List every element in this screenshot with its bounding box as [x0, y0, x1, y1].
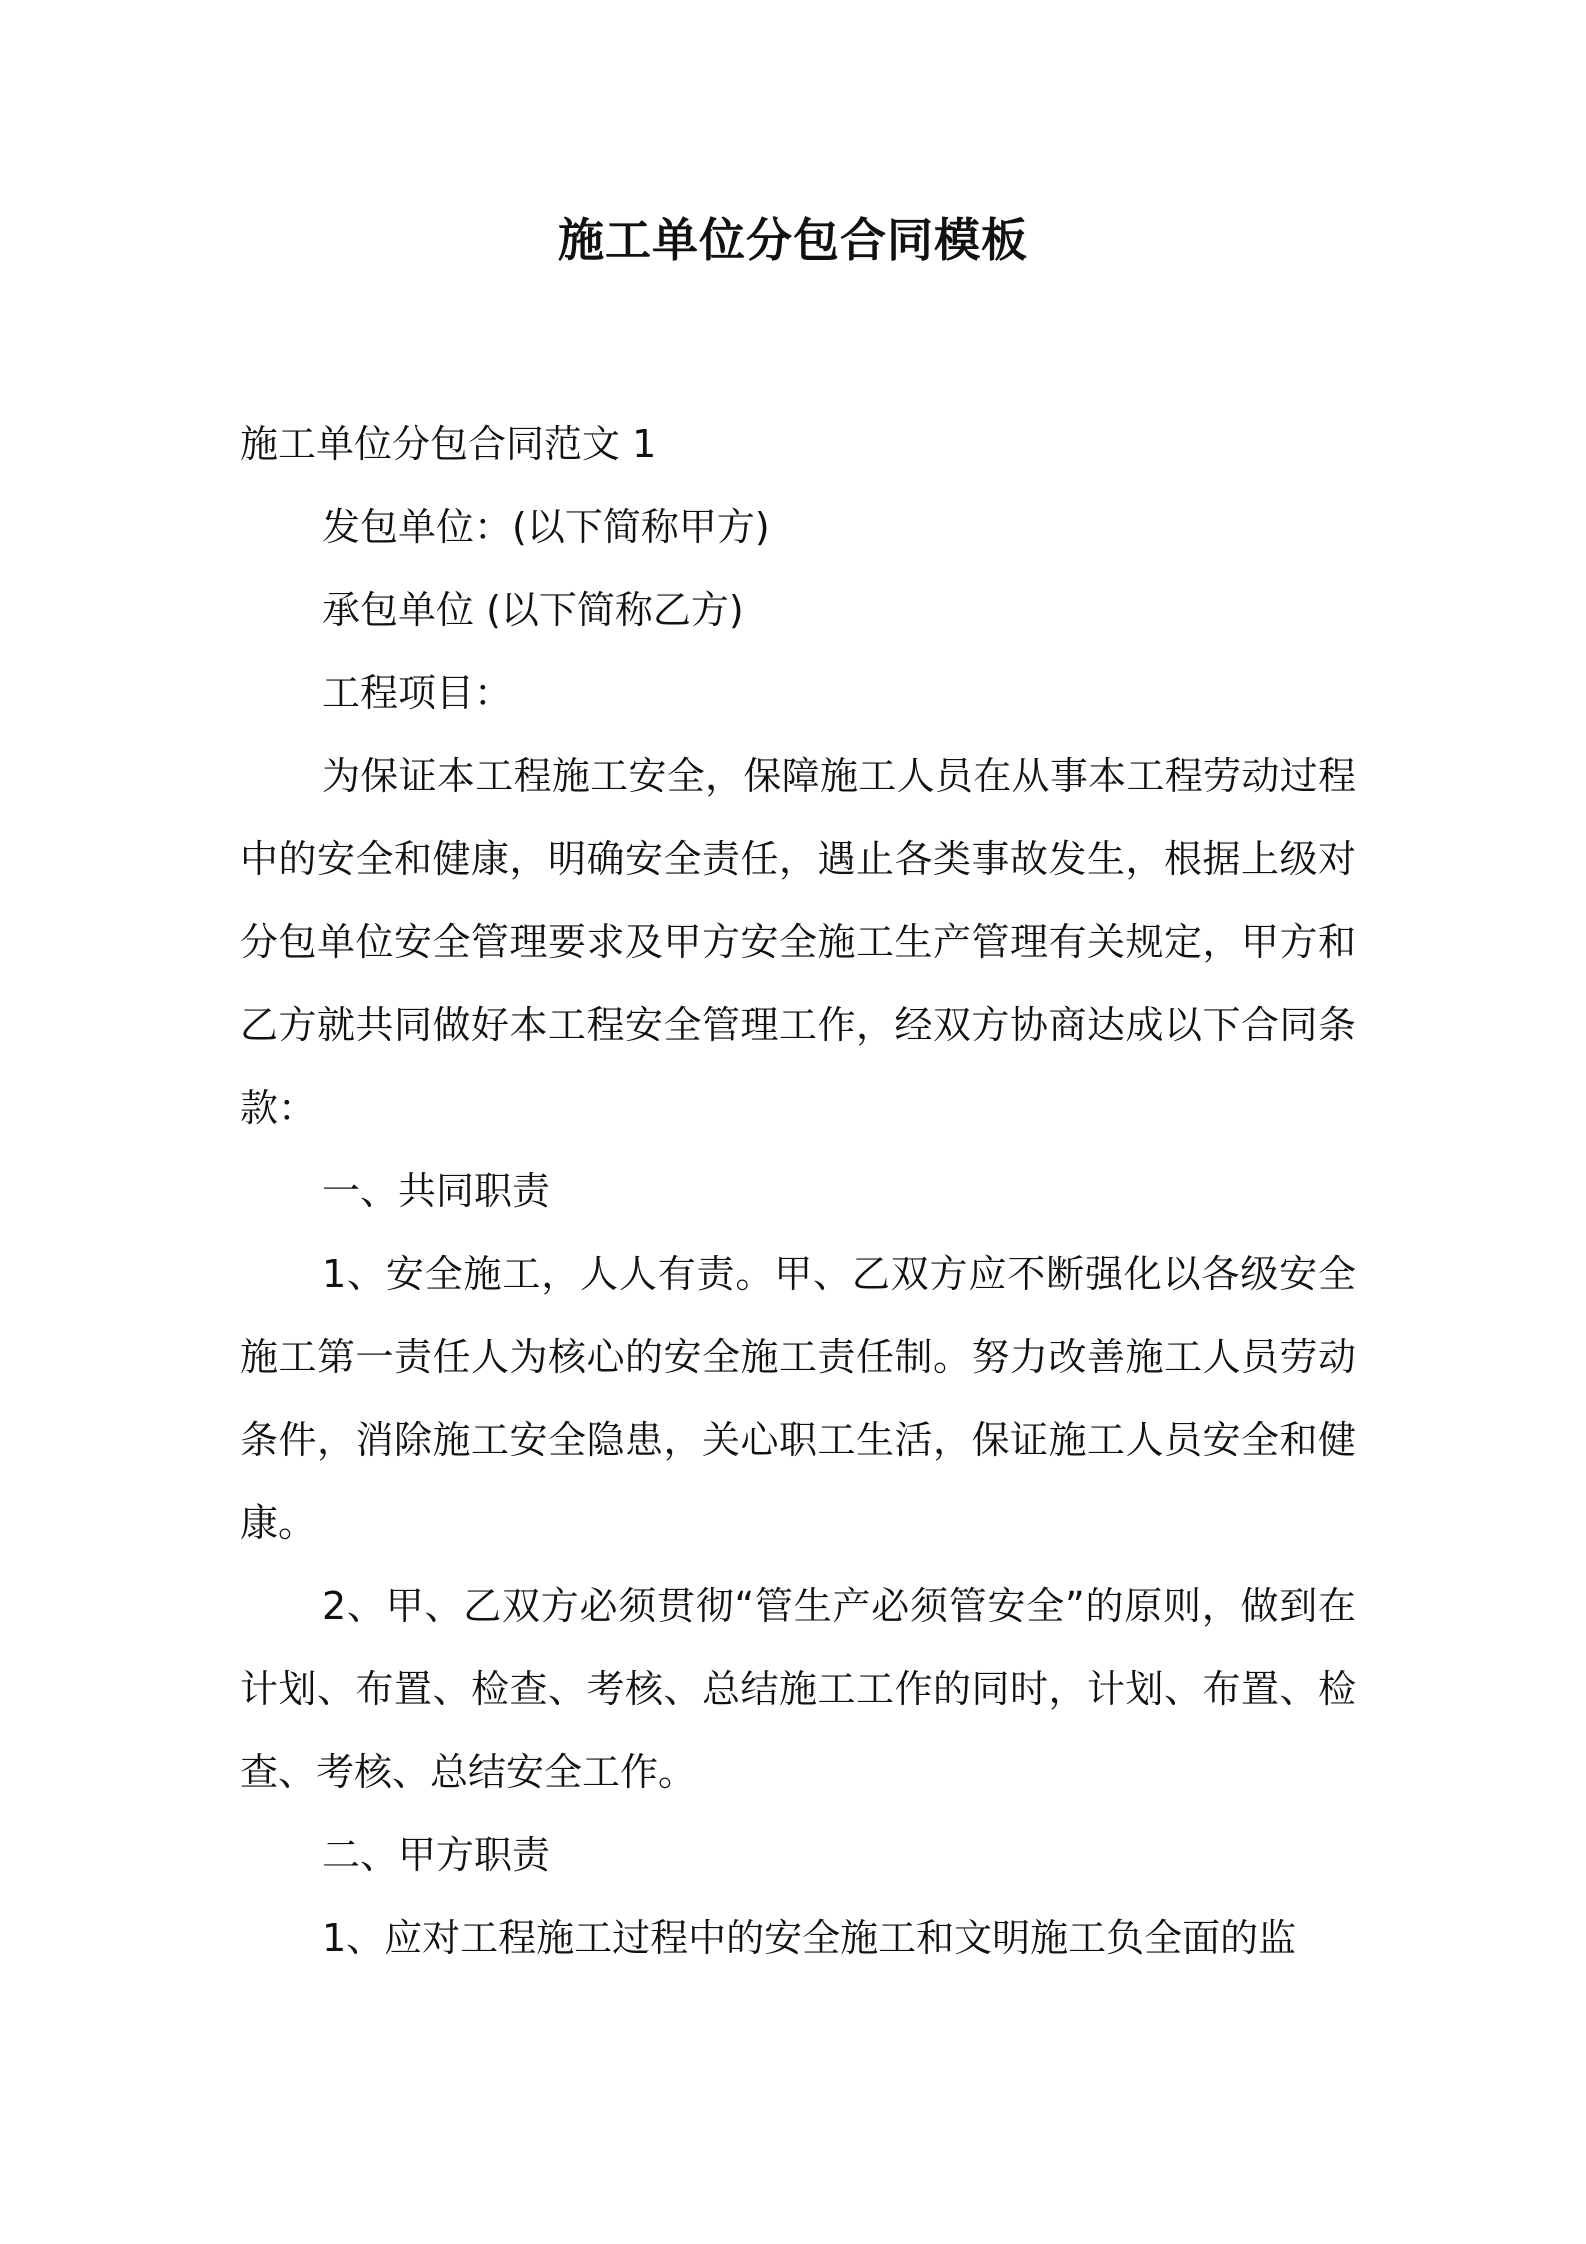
joint-duty-item-2: 2、甲、乙双方必须贯彻“管生产必须管安全”的原则，做到在计划、布置、检查、考核、总结施工工作的同时，计划、布置、检查、考核、总结安全工作。 [240, 1584, 1356, 1794]
document-body [240, 403, 1356, 1980]
contract-subtitle: 施工单位分包合同范文 1 [240, 422, 657, 466]
section-heading-party-a-duties: 二、甲方职责 [322, 1833, 551, 1877]
document-title: 施工单位分包合同模板 [558, 213, 1028, 267]
joint-duty-item-1: 1、安全施工，人人有责。甲、乙双方应不断强化以各级安全施工第一责任人为核心的安全施工责任制。努力改善施工人员劳动条件，消除施工安全隐患，关心职工生活，保证施工人员安全和健康。 [240, 1252, 1356, 1545]
intro-paragraph: 为保证本工程施工安全，保障施工人员在从事本工程劳动过程中的安全和健康，明确安全责任，遇止各类事故发生，根据上级对分包单位安全管理要求及甲方安全施工生产管理有关规定，甲方和乙方就共同做好本工程安全管理工作，经双方协商达成以下合同条款： [240, 754, 1356, 1130]
party-b-line: 承包单位 (以下简称乙方) [322, 588, 744, 632]
project-line: 工程项目： [322, 671, 513, 715]
party-a-line: 发包单位：(以下简称甲方) [322, 505, 770, 549]
party-a-duty-item-1: 1、应对工程施工过程中的安全施工和文明施工负全面的监 [322, 1916, 1297, 1960]
section-heading-joint-duties: 一、共同职责 [322, 1169, 551, 1213]
